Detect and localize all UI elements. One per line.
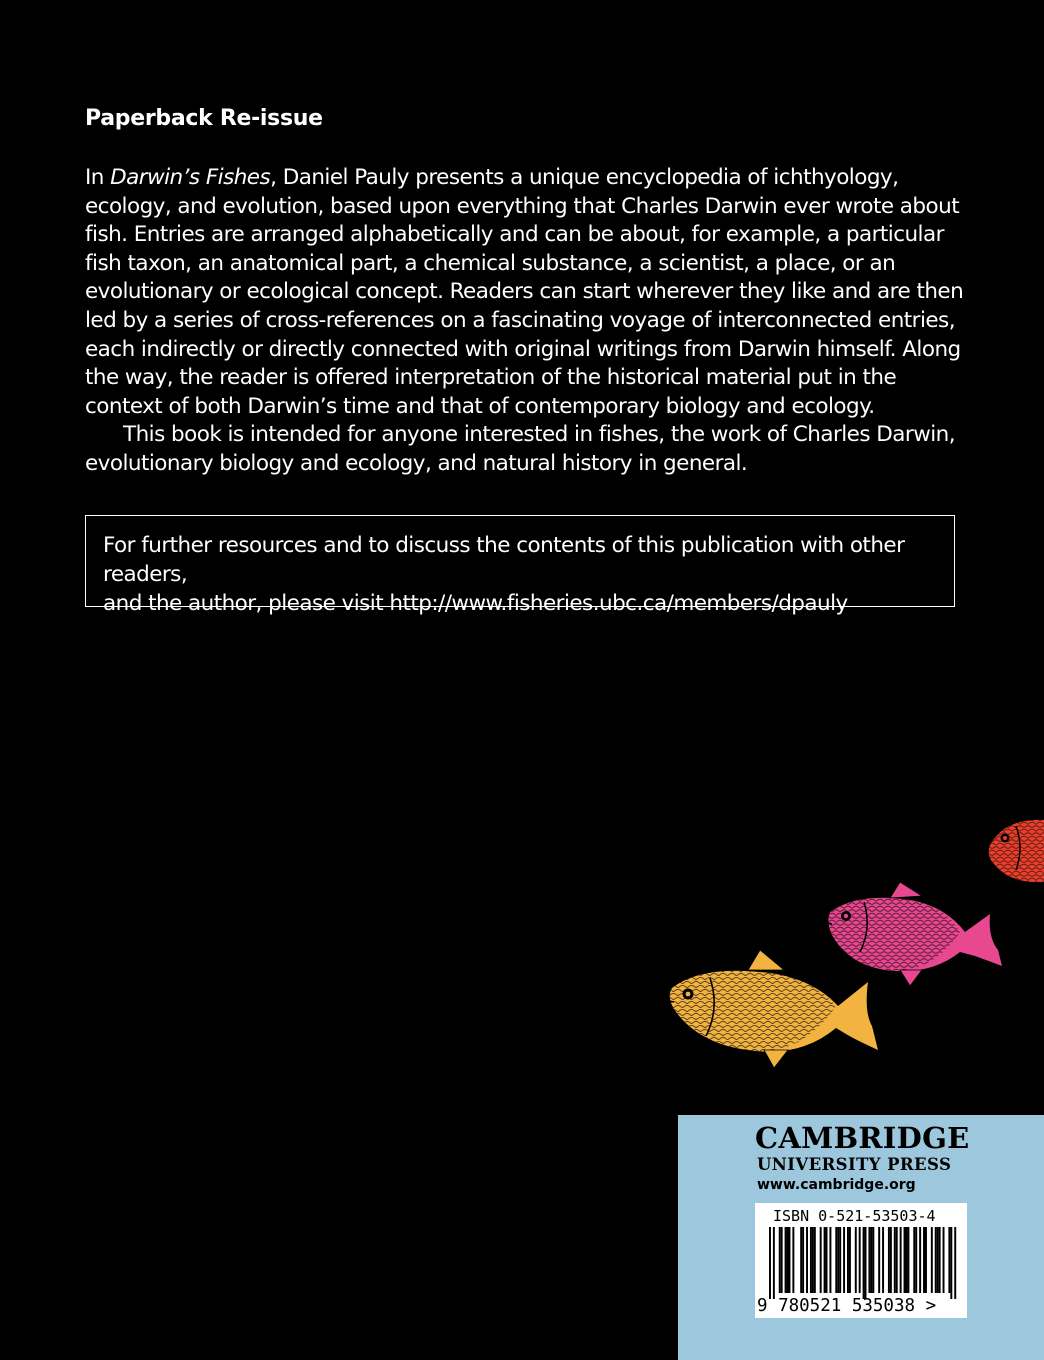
description-prefix: In — [85, 165, 111, 190]
pink-fish-icon — [824, 882, 1002, 986]
resources-line-1: For further resources and to discuss the contents of this publication with other readers, — [103, 533, 905, 587]
resources-line-2: and the author, please visit http://www.fisheries.ubc.ca/members/dpauly — [103, 591, 848, 616]
fish-illustration — [660, 800, 1044, 1070]
publisher-panel — [678, 1115, 1044, 1360]
red-fish-icon — [989, 820, 1044, 882]
isbn-number: ISBN 0-521-53503-4 — [773, 1207, 936, 1225]
ean-digits: 9 780521 535038 > — [757, 1296, 937, 1316]
barcode-box — [755, 1203, 967, 1318]
publisher-url: www.cambridge.org — [757, 1177, 916, 1193]
book-description — [85, 164, 965, 479]
description-body: , Daniel Pauly presents a unique encyclopedia of ichthyology, ecology, and evolution, based upon everything that Charles Darwin ever wrote about fish. Entries are arranged alphabetically and can be about, for example, a particular fish taxon, an anatomical part, a chemical substance, a scientist, a place, or an evolutionary or ecological concept. Readers can start wherever they like and are then led by a series of cross-references on a fascinating voyage of interconnected entries, each indirectly or directly connected with original writings from Darwin himself. Along the way, the reader is offered interpretation of the historical material put in the context of both Darwin’s time and that of contemporary biology and ecology. — [85, 165, 964, 419]
resources-box — [85, 515, 955, 616]
barcode-icon — [755, 1227, 967, 1299]
publisher-name: CAMBRIDGE — [755, 1121, 970, 1155]
cover-heading: Paperback Re-issue — [85, 106, 323, 131]
description-paragraph-1 — [85, 164, 965, 421]
description-paragraph-2: This book is intended for anyone interested in fishes, the work of Charles Darwin, evolutionary biology and ecology, and natural history in general. — [85, 422, 956, 476]
book-title: Darwin’s Fishes — [110, 165, 271, 190]
gold-fish-icon — [664, 950, 878, 1068]
publisher-subtitle: UNIVERSITY PRESS — [757, 1155, 952, 1174]
